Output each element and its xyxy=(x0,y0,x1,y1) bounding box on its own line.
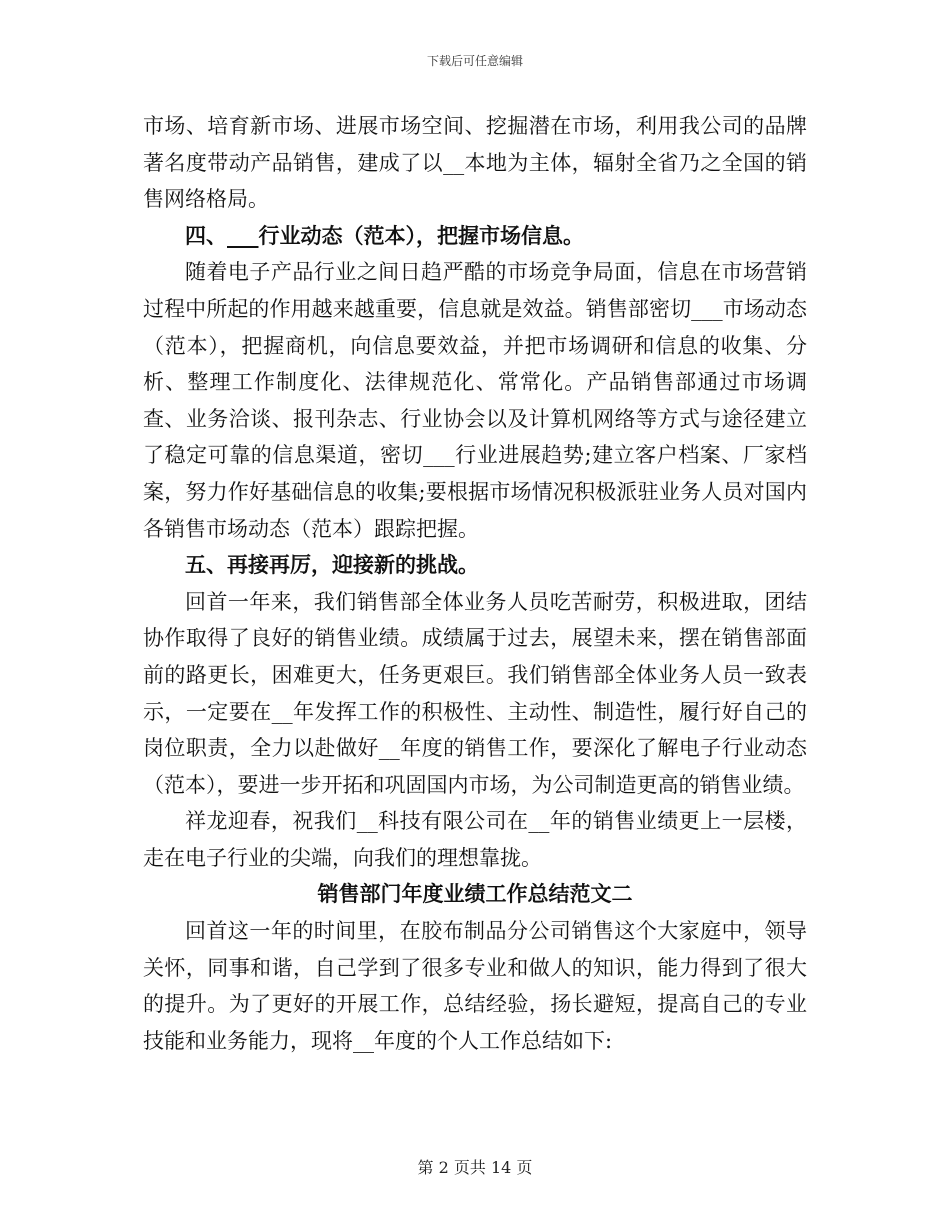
article-title-2: 销售部门年度业绩工作总结范文二 xyxy=(317,881,633,907)
section-heading-4: 四、___行业动态（范本），把握市场信息。 xyxy=(185,222,584,248)
paragraph-new-year-wish: 祥龙迎春，祝我们__科技有限公司在__年的销售业绩更上一层楼，走在电子行业的尖端，向我们的理想靠拢。 xyxy=(143,809,807,870)
page-header-note: 下载后可任意编辑 xyxy=(426,54,523,68)
document-body xyxy=(143,108,807,1059)
page-number: 第 2 页共 14 页 xyxy=(417,1158,533,1177)
section-heading-5: 五、再接再厉，迎接新的挑战。 xyxy=(185,552,479,578)
paragraph-market-info: 随着电子产品行业之间日趋严酷的市场竞争局面，信息在市场营销过程中所起的作用越来越重要，信息就是效益。销售部密切___市场动态（范本），把握商机，向信息要效益，并把市场调研和信息的收集、分析、整理工作制度化、法律规范化、常常化。产品销售部通过市场调查、业务洽谈、报刊杂志、行业协会以及计算机网络等方式与途径建立了稳定可靠的信息渠道，密切___行业进展趋势;建立客户档案、厂家档案，努力作好基础信息的收集;要根据市场情况积极派驻业务人员对国内各销售市场动态（范本）跟踪把握。 xyxy=(143,260,807,541)
paragraph-new-challenges: 回首一年来，我们销售部全体业务人员吃苦耐劳，积极进取，团结协作取得了良好的销售业绩。成绩属于过去，展望未来，摆在销售部面前的路更长，困难更大，任务更艰巨。我们销售部全体业务人员一致表示，一定要在__年发挥工作的积极性、主动性、制造性，履行好自己的岗位职责，全力以赴做好__年度的销售工作，要深化了解电子行业动态（范本），要进一步开拓和巩固国内市场，为公司制造更高的销售业绩。 xyxy=(143,589,807,797)
paragraph-market-network: 市场、培育新市场、进展市场空间、挖掘潜在市场，利用我公司的品牌著名度带动产品销售，建成了以__本地为主体，辐射全省乃之全国的销售网络格局。 xyxy=(143,114,807,212)
paragraph-review-intro: 回首这一年的时间里，在胶布制品分公司销售这个大家庭中，领导关怀，同事和谐，自己学到了很多专业和做人的知识，能力得到了很大的提升。为了更好的开展工作，总结经验，扬长避短，提高自己的专业技能和业务能力，现将__年度的个人工作总结如下: xyxy=(143,919,807,1053)
